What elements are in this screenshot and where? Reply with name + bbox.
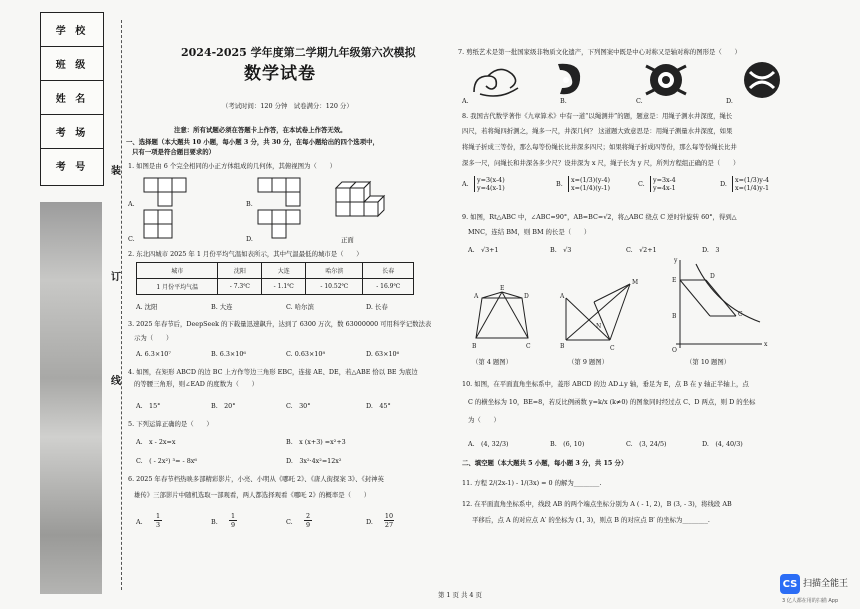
q7-papercut-figures (470, 58, 790, 102)
q6-stem-2: 雄传》三部影片中随机选取一部观看，两人都选择观看《哪吒 2》的概率是（ ） (134, 491, 371, 499)
fig9-label-n: N (596, 323, 602, 330)
q6-option-d: D. (366, 518, 373, 526)
info-class: 班 级 (41, 47, 103, 81)
table-cell: 长春 (363, 263, 414, 279)
q2-option-a: A. 沈阳 (136, 303, 158, 311)
q3-option-d: D. 63×10⁶ (366, 350, 400, 358)
q6-option-a: A. (136, 518, 143, 526)
q3-option-b: B. 6.3×10⁶ (211, 350, 246, 358)
q8-line-1: 8. 我国古代数学著作《九章算术》中有一道“以绳测井”的题，题意是：用绳子测水井深度，绳长 (462, 112, 733, 120)
q6-frac-b: 1 9 (230, 512, 236, 529)
q10-option-c: C. (3, 24/5) (626, 440, 667, 448)
q9-option-c: C. √2+1 (626, 246, 657, 254)
q8-option-b-label: B. (556, 180, 563, 188)
q10-line-2: C 的横坐标为 10，BE=8，若反比例函数 y=k/x (k≠0) 的图象同时经过点 C、D 两点，则 D 的坐标 (468, 398, 756, 406)
section2-heading: 二、填空题（本大题共 5 小题，每小题 3 分，共 15 分） (462, 459, 628, 467)
fig10-label-e: E (672, 277, 677, 284)
q7-option-c: C. (636, 97, 643, 105)
q4-option-b: B. 20° (211, 402, 236, 410)
q2-option-b: B. 大连 (211, 303, 233, 311)
q8-line-2: 四尺，若将绳四折测之，绳多一尺，井深几何？ 这道题大致意思是：用绳子测量水井深度，如果 (462, 127, 733, 135)
table-cell: - 1.1℃ (262, 279, 306, 295)
q1-option-a: A. (128, 200, 135, 208)
info-school: 学 校 (41, 13, 103, 47)
papercut-d-icon (744, 62, 780, 98)
fig10-label-c: C (738, 311, 743, 318)
q4-q9-q10-figures (470, 258, 790, 368)
q4-option-d: D. 45° (366, 402, 391, 410)
info-number: 考 号 (55, 162, 89, 173)
q8-option-b: x=(1/3)(y-4) x=(1/4)(y-1) (568, 176, 610, 192)
info-name: 姓 名 (41, 81, 103, 115)
info-room: 考 场 (41, 115, 103, 149)
table-cell: 1 月份平均气温 (137, 279, 218, 295)
fig4-label-b: B (472, 343, 477, 350)
fig4-caption: （第 4 题图） (472, 358, 513, 366)
notice: 注意：所有试题必须在答题卡上作答，在本试卷上作答无效。 (174, 126, 347, 134)
q8-line-4: 深多一尺，问绳长和井深各多少尺？设井深为 x 尺，绳子长为 y 尺，所列方程组正确的是（ ） (462, 159, 740, 167)
fig10-label-x: x (764, 341, 768, 348)
exam-title: 2024-2025 学年度第二学期九年级第六次模拟 (181, 46, 416, 59)
fig4-label-d: D (524, 293, 529, 300)
q1-stem: 1. 如图是由 6 个完全相同的小正方体组成的几何体，其俯视图为（ ） (128, 162, 336, 170)
q10-line-1: 10. 如图，在平面直角坐标系中，菱形 ABCD 的边 AD⊥y 轴，垂足为 E，点 B 在 y 轴正半轴上，点 (462, 380, 749, 388)
fig4-label-c: C (526, 343, 531, 350)
table-row (137, 279, 414, 295)
binding-char-1: 装 (111, 166, 121, 177)
papercut-b-icon (558, 64, 580, 94)
q10-line-3: 为（ ） (468, 416, 500, 424)
q5-option-b: B. x (x+3) =x²+3 (286, 438, 346, 446)
q6-frac-a: 1 3 (155, 512, 161, 529)
table-cell: 城市 (137, 263, 218, 279)
fig10-label-b: B (672, 313, 677, 320)
q7-stem: 7. 剪纸艺术是第一批国家级非物质文化遗产，下列图案中既是中心对称又是轴对称的图形是（ ） (458, 48, 741, 56)
q7-option-d: D. (726, 97, 733, 105)
q8-option-c: y=3x-4 y=4x-1 (650, 176, 676, 192)
table-cell: - 7.3℃ (218, 279, 262, 295)
q2-table (136, 262, 414, 295)
q12-line-2: 平移后，点 A 的对应点 A′ 的坐标为 (1, 3)，则点 B 的对应点 B′ 的坐标为________. (472, 516, 710, 524)
scanner-app-logo-icon: CS (780, 574, 800, 594)
fig4-label-e: E (500, 285, 505, 292)
scanner-app-tagline: 3 亿人都在用的扫描 App (782, 598, 839, 604)
q8-option-c-label: C. (638, 180, 645, 188)
papercut-a-icon (474, 69, 518, 96)
section1-heading-2: 只有一项是符合题目要求的） (132, 148, 216, 156)
fig9-caption: （第 9 题图） (568, 358, 609, 366)
q1-option-d: D. (246, 235, 253, 243)
q8-option-d: x=(1/3)y-4 x=(1/4)y-1 (732, 176, 769, 192)
q1-option-c: C. (128, 235, 135, 243)
q9-option-b: B. √3 (550, 246, 572, 254)
q6-frac-d: 10 27 (384, 512, 394, 529)
q8-line-3: 将绳子折成三等份，那么每等份绳长比井深多四尺；如果将绳子折成四等份，那么每等份绳长比井 (462, 143, 737, 151)
table-row (137, 263, 414, 279)
q5-option-d: D. 3x²·4x²=12x² (286, 457, 342, 465)
scan-shadow-strip (40, 202, 102, 594)
table-cell: 大连 (262, 263, 306, 279)
q4-option-c: C. 30° (286, 402, 311, 410)
q3-option-c: C. 0.63×10⁸ (286, 350, 326, 358)
exam-info: （考试时间：120 分钟 试卷满分：120 分） (222, 102, 353, 110)
q4-stem-1: 4. 如图，在矩形 ABCD 的边 BC 上方作等边三角形 EBC，连接 AE、DE，若△ABE 恰以 BE 为底边 (128, 368, 418, 376)
student-info-column (40, 12, 102, 594)
fig9-label-a: A (560, 293, 565, 300)
page-number: 第 1 页 共 4 页 (438, 591, 482, 599)
scanner-app-name: 扫描全能王 (803, 579, 849, 589)
q6-option-b: B. (211, 518, 218, 526)
student-info-box (40, 12, 104, 186)
fig10-label-y: y (674, 258, 678, 264)
fig9-label-m: M (632, 279, 639, 286)
q11-text: 11. 方程 2/(2x-1) - 1/(3x) = 0 的解为________. (462, 479, 602, 487)
fig9-label-b: B (560, 343, 565, 350)
table-cell: - 16.9℃ (363, 279, 414, 295)
q3-option-a: A. 6.3×10⁷ (136, 350, 171, 358)
binding-char-2: 订 (111, 272, 121, 283)
table-cell: 哈尔滨 (306, 263, 363, 279)
q9-option-d: D. 3 (702, 246, 720, 254)
subject-title: 数学试卷 (244, 64, 316, 84)
q7-option-a: A. (462, 97, 469, 105)
table-cell: 沈阳 (218, 263, 262, 279)
q10-option-d: D. (4, 40/3) (702, 440, 743, 448)
fig10-label-o: O (672, 347, 677, 354)
fig10-caption: （第 10 题图） (686, 358, 731, 366)
q1-figures (136, 174, 446, 246)
q2-option-c: C. 哈尔滨 (286, 303, 314, 311)
q7-option-b: B. (560, 97, 567, 105)
q12-line-1: 12. 在平面直角坐标系中，线段 AB 的两个端点坐标分别为 A ( - 1, 2)，B (3, - 3)，将线段 AB (462, 500, 732, 508)
q5-stem: 5. 下列运算正确的是（ ） (128, 420, 213, 428)
fig9-label-c: C (610, 345, 615, 352)
fig10-label-d: D (710, 273, 715, 280)
q4-option-a: A. 15° (136, 402, 161, 410)
q2-option-d: D. 长春 (366, 303, 388, 311)
q10-option-b: B. (6, 10) (550, 440, 585, 448)
q8-option-a-label: A. (462, 180, 469, 188)
q5-option-c: C. ( - 2x²) ³= - 8x⁶ (136, 457, 197, 465)
q1-option-b: B. (246, 200, 253, 208)
binding-line (111, 20, 122, 590)
q3-stem-1: 3. 2025 年春节后，DeepSeek 的下载量迅速飙升，达到了 6300 万次，数 63000000 可用科学记数法表 (128, 320, 432, 328)
q4-stem-2: 的等腰三角形，则∠EAD 的度数为（ ） (134, 380, 259, 388)
q1-front-label: 正面 (341, 236, 354, 244)
section1-heading-1: 一、选择题（本大题共 10 小题，每小题 3 分，共 30 分，在每小题给出的四个选项中， (126, 138, 379, 146)
q6-frac-c: 2 9 (305, 512, 311, 529)
q9-option-a: A. √3+1 (468, 246, 499, 254)
papercut-c-icon (646, 64, 686, 96)
q6-option-c: C. (286, 518, 293, 526)
q5-option-a: A. x - 2x=x (136, 438, 176, 446)
q2-stem: 2. 东北四城市 2025 年 1 月份平均气温如表所示，其中气温最低的城市是（ ） (128, 250, 363, 258)
q3-stem-2: 示为（ ） (134, 334, 173, 342)
q10-option-a: A. (4, 32/3) (468, 440, 509, 448)
table-cell: - 10.52℃ (306, 279, 363, 295)
q8-option-a: y=3(x-4) y=4(x-1) (474, 176, 505, 192)
q8-option-d-label: D. (720, 180, 727, 188)
q9-stem-1: 9. 如图，Rt△ABC 中，∠ABC=90°，AB=BC=√2，将△ABC 绕点 C 逆时针旋转 60°，得到△ (462, 213, 737, 221)
fig4-label-a: A (474, 293, 479, 300)
q6-stem-1: 6. 2025 年春节档热映多部精彩影片，小亮、小明从《哪吒 2》、《唐人街探案 3》、《封神英 (128, 475, 384, 483)
q9-stem-2: MNC，连结 BM，则 BM 的长是（ ） (468, 228, 591, 236)
binding-char-3: 线 (111, 376, 121, 387)
